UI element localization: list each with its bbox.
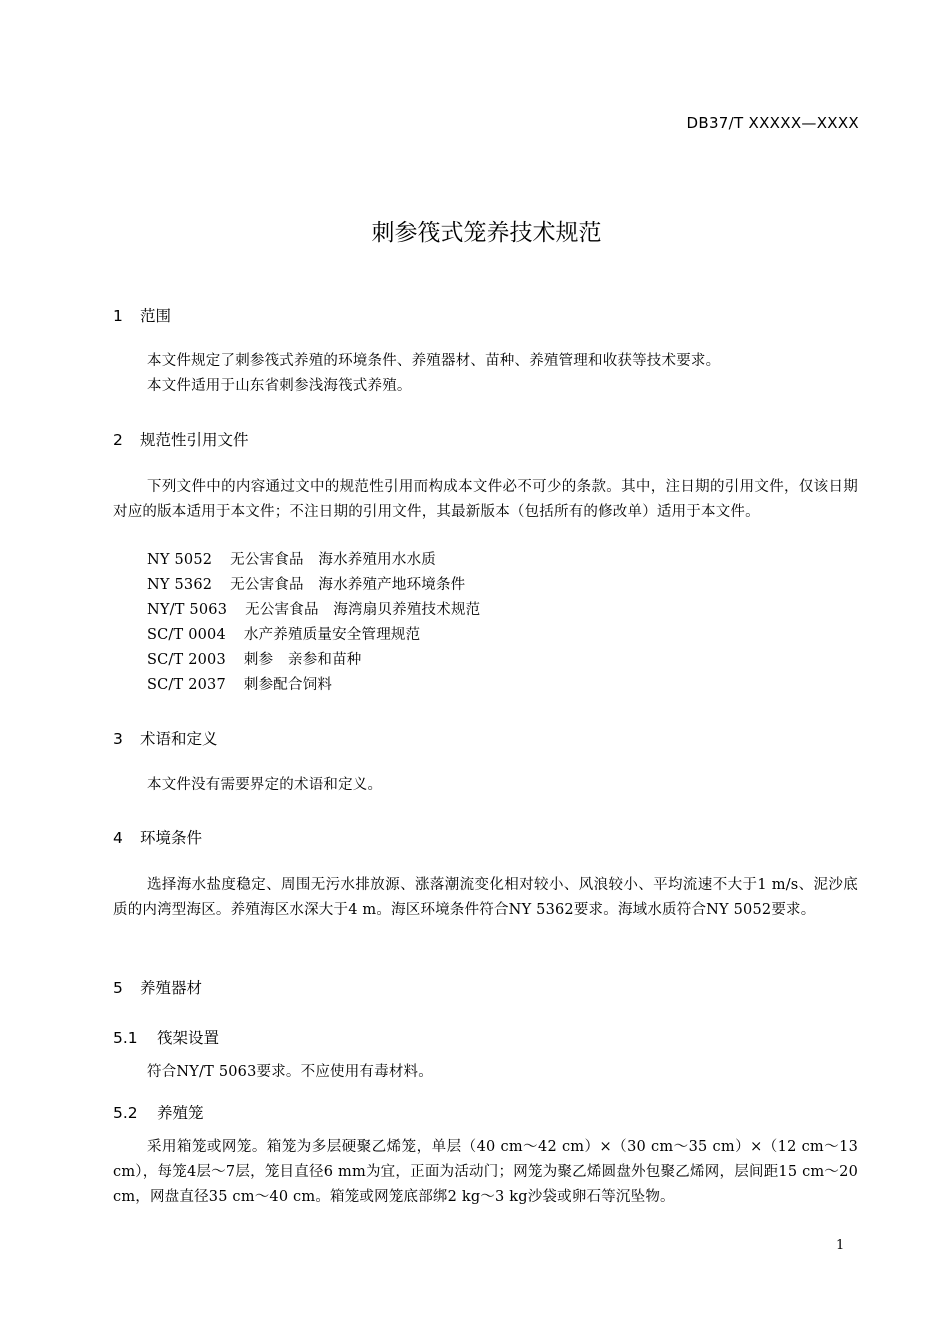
subsection-5-1-heading	[113, 1026, 219, 1048]
section-title: 规范性引用文件	[140, 431, 249, 449]
reference-code: SC/T 2037	[147, 677, 226, 693]
reference-item	[147, 648, 362, 673]
section-title: 养殖器材	[140, 979, 203, 997]
reference-code: NY/T 5063	[147, 602, 228, 618]
section-number: 1	[113, 307, 123, 325]
section-number: 3	[113, 730, 123, 748]
section-1-paragraph-2: 本文件适用于山东省刺参浅海筏式养殖。	[147, 378, 412, 394]
reference-title: 无公害食品 海水养殖用水水质	[230, 552, 436, 568]
subsection-5-2-heading	[113, 1101, 204, 1123]
reference-code: SC/T 0004	[147, 627, 226, 643]
subsection-title: 养殖笼	[157, 1104, 204, 1122]
section-1-heading	[113, 304, 171, 326]
standard-code: DB37/T XXXXX—XXXX	[686, 114, 859, 132]
reference-title: 刺参配合饲料	[243, 677, 333, 693]
reference-code: SC/T 2003	[147, 652, 226, 668]
subsection-number: 5.2	[113, 1104, 138, 1122]
section-4-heading	[113, 826, 202, 848]
reference-code: NY 5052	[147, 552, 213, 568]
subsection-title: 筏架设置	[157, 1029, 220, 1047]
section-number: 5	[113, 979, 123, 997]
section-3-heading	[113, 727, 218, 749]
reference-title: 无公害食品 海湾扇贝养殖技术规范	[245, 602, 481, 618]
section-2-intro: 下列文件中的内容通过文中的规范性引用而构成本文件必不可少的条款。其中，注日期的引用文件，仅该日期对应的版本适用于本文件；不注日期的引用文件，其最新版本（包括所有的修改单）适用于本文件。	[113, 479, 858, 520]
reference-item	[147, 573, 465, 598]
reference-title: 无公害食品 海水养殖产地环境条件	[230, 577, 466, 593]
page-number: 1	[836, 1238, 845, 1253]
reference-title: 水产养殖质量安全管理规范	[243, 627, 421, 643]
section-title: 术语和定义	[140, 730, 218, 748]
section-3-paragraph: 本文件没有需要界定的术语和定义。	[147, 777, 383, 793]
reference-title: 刺参 亲参和苗种	[243, 652, 362, 668]
section-number: 2	[113, 431, 123, 449]
section-title: 环境条件	[140, 829, 203, 847]
reference-item	[147, 673, 332, 698]
section-5-heading	[113, 976, 202, 998]
subsection-number: 5.1	[113, 1029, 138, 1047]
subsection-5-1-paragraph: 符合NY/T 5063要求。不应使用有毒材料。	[147, 1064, 433, 1080]
reference-item	[147, 548, 436, 573]
section-1-paragraph-1: 本文件规定了刺参筏式养殖的环境条件、养殖器材、苗种、养殖管理和收获等技术要求。	[147, 353, 721, 369]
section-2-heading	[113, 428, 249, 450]
reference-item	[147, 598, 480, 623]
section-title: 范围	[140, 307, 172, 325]
section-4-paragraph: 选择海水盐度稳定、周围无污水排放源、涨落潮流变化相对较小、风浪较小、平均流速不大于1 m/s、泥沙底质的内湾型海区。养殖海区水深大于4 m。海区环境条件符合NY 5362要求。海域水质符合NY 5052要求。	[113, 877, 858, 918]
reference-code: NY 5362	[147, 577, 213, 593]
reference-item	[147, 623, 420, 648]
section-number: 4	[113, 829, 123, 847]
subsection-5-2-paragraph: 采用箱笼或网笼。箱笼为多层硬聚乙烯笼，单层（40 cm～42 cm）×（30 cm～35 cm）×（12 cm～13 cm），每笼4层～7层，笼目直径6 mm为宜，正面为活动门；网笼为聚乙烯圆盘外包聚乙烯网，层间距15 cm～20 cm，网盘直径35 cm～40 cm。箱笼或网笼底部绑2 kg～3 kg沙袋或卵石等沉坠物。	[113, 1139, 858, 1205]
document-title: 刺参筏式笼养技术规范	[371, 220, 602, 246]
